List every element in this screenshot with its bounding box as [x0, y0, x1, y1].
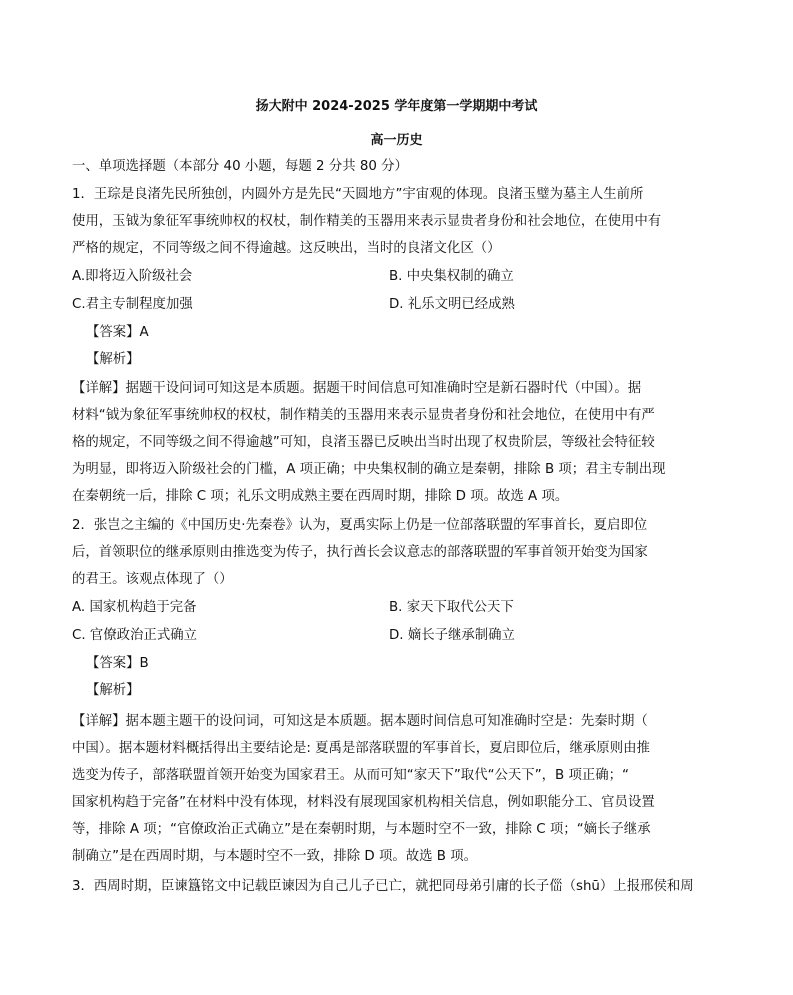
detail-line: 制确立”是在西周时期，与本题时空不一致，排除 D 项。故选 B 项。: [72, 849, 478, 864]
option-d: D. 嫡长子继承制确立: [389, 628, 515, 643]
detail-line: 材料“钺为象征军事统帅权的权杖，制作精美的玉器用来表示显贵者身份和社会地位，在使用中有严: [72, 408, 655, 423]
option-c: C.君主专制程度加强: [72, 297, 193, 312]
option-d: D. 礼乐文明已经成熟: [389, 297, 515, 312]
option-a: A.即将迈入阶级社会: [72, 269, 193, 284]
detail-line: 中国）。据本题材料概括得出主要结论是: 夏禹是部落联盟的军事首长，夏启即位后，继承原则由推: [72, 741, 650, 756]
question-stem-line: 2．张岂之主编的《中国历史·先秦卷》认为，夏禹实际上仍是一位部落联盟的军事首长，夏启即位: [72, 518, 648, 533]
detail-line: 【详解】据本题主题干的设问词，可知这是本质题。据本题时间信息可知准确时空是：先秦时期（: [72, 714, 648, 729]
detail-line: 选变为传子，部落联盟首领开始变为国家君王。从而可知“家天下”取代“公天下”，B 项正确；“: [72, 768, 629, 783]
analysis-label: 【解析】: [86, 352, 140, 367]
answer-label: 【答案】B: [86, 656, 149, 671]
detail-line: 等，排除 A 项；“官僚政治正式确立”是在秦朝时期，与本题时空不一致，排除 C 项；“嫡长子继承: [72, 822, 651, 837]
question-stem-line: 的君王。该观点体现了（）: [72, 572, 233, 587]
question-stem-line: 严格的规定，不同等级之间不得逾越。这反映出，当时的良渚文化区（）: [72, 241, 501, 256]
option-b: B. 中央集权制的确立: [389, 269, 514, 284]
question-stem-line: 后，首领职位的继承原则由推选变为传子，执行酋长会议意志的部落联盟的军事首领开始变为国家: [72, 545, 648, 560]
question-stem-line: 使用，玉钺为象征军事统帅权的权杖，制作精美的玉器用来表示显贵者身份和社会地位，在使用中有: [72, 214, 662, 229]
detail-line: 【详解】据题干设问词可知这是本质题。据题干时间信息可知准确时空是新石器时代（中国）。据: [72, 381, 642, 396]
detail-line: 国家机构趋于完备”在材料中没有体现，材料没有展现国家机构相关信息，例如职能分工、官员设置: [72, 795, 655, 810]
analysis-label: 【解析】: [86, 683, 140, 698]
detail-line: 为明显，即将迈入阶级社会的门槛，A 项正确；中央集权制的确立是秦朝，排除 B 项；君主专制出现: [72, 462, 666, 477]
question-stem-line: 3．西周时期，臣谏簋铭文中记载臣谏因为自己儿子已亡，就把同母弟引庸的长子㑎（shū）上报邢侯和周: [72, 879, 694, 894]
section-heading: 一、单项选择题（本部分 40 小题，每题 2 分共 80 分）: [72, 159, 408, 174]
detail-line: 格的规定，不同等级之间不得逾越”可知，良渚玉器已反映出当时出现了权贵阶层，等级社会特征较: [72, 435, 655, 450]
option-b: B. 家天下取代公天下: [389, 600, 514, 615]
exam-title: 扬大附中 2024-2025 学年度第一学期期中考试: [255, 99, 538, 114]
detail-line: 在秦朝统一后，排除 C 项；礼乐文明成熟主要在西周时期，排除 D 项。故选 A 项。: [72, 489, 569, 504]
question-stem-line: 1．王琮是良渚先民所独创，内圆外方是先民“天圆地方”宇宙观的体现。良渚玉璧为墓主人生前所: [72, 187, 644, 202]
exam-subtitle: 高一历史: [370, 133, 423, 148]
option-c: C. 官僚政治正式确立: [72, 628, 197, 643]
option-a: A. 国家机构趋于完备: [72, 600, 197, 615]
answer-label: 【答案】A: [86, 325, 149, 340]
